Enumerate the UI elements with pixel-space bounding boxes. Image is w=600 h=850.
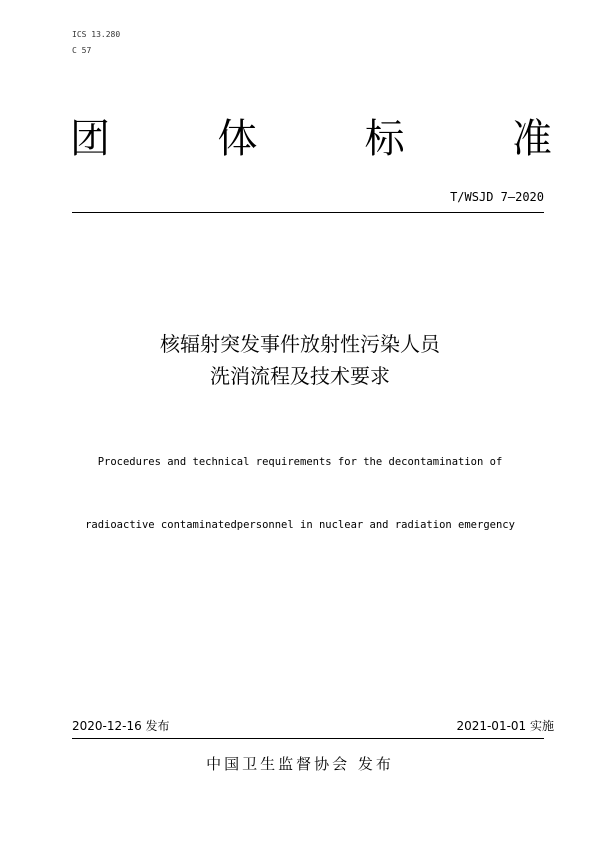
- document-title-zh: [0, 328, 600, 392]
- title-en-line-2: radioactive contaminatedpersonnel in nuclear and radiation emergency: [85, 519, 515, 531]
- top-divider: [72, 212, 544, 213]
- title-zh-line-2: 洗消流程及技术要求: [210, 364, 390, 388]
- title-en-line-1: Procedures and technical requirements for the decontamination of: [97, 456, 503, 468]
- standard-type-char: 标: [364, 116, 405, 162]
- standard-type-char: 准: [511, 116, 552, 162]
- implementation-date: 2021-01-01 实施: [456, 719, 554, 733]
- document-title-en: [0, 410, 600, 557]
- standard-type-char: 体: [217, 116, 258, 162]
- standard-type-heading: [70, 114, 552, 164]
- standard-type-char: 团: [70, 116, 110, 162]
- publisher: 中国卫生监督协会 发布: [206, 755, 394, 773]
- ics-code: ICS 13.280: [72, 30, 121, 39]
- bottom-divider: [72, 738, 544, 739]
- standard-number: T/WSJD 7—2020: [450, 190, 544, 204]
- title-zh-line-1: 核辐射突发事件放射性污染人员: [160, 332, 440, 356]
- issue-date: 2020-12-16 发布: [72, 719, 170, 733]
- ccs-code: C 57: [72, 46, 92, 55]
